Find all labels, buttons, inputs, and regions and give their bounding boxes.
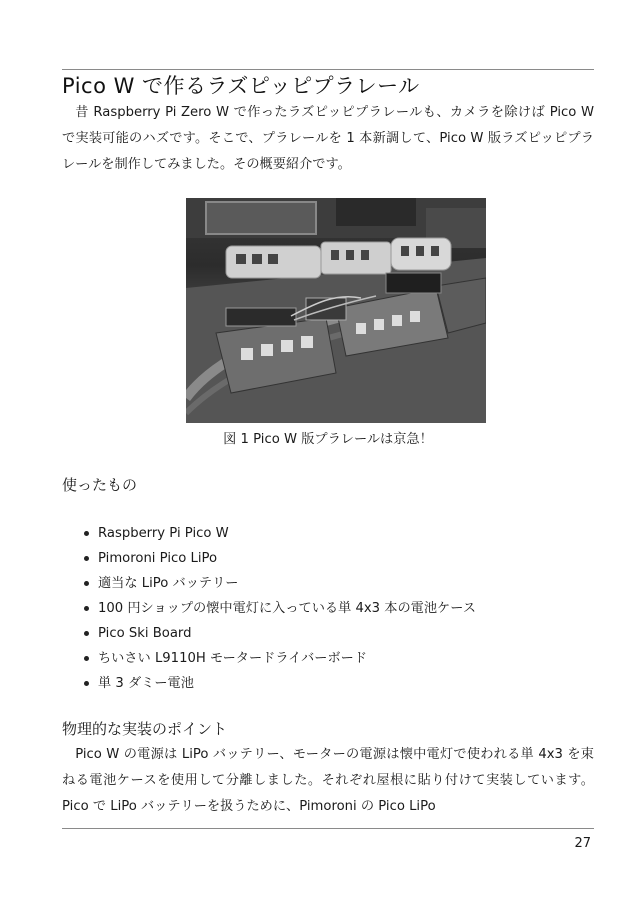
train-photo <box>186 198 486 423</box>
used-items-list <box>62 521 476 696</box>
bottom-rule <box>62 828 594 829</box>
page-number: 27 <box>574 836 591 851</box>
list-item: 100 円ショップの懐中電灯に入っている単 4x3 本の電池ケース <box>62 596 476 621</box>
bullet-icon <box>84 631 89 636</box>
used-items-heading: 使ったもの <box>62 476 138 494</box>
list-item: 単 3 ダミー電池 <box>62 671 476 696</box>
intro-paragraph: 昔 Raspberry Pi Zero W で作ったラズピッピプラレールも、カメラを除けば Pico W で実装可能のハズです。そこで、プラレールを 1 本新調して、Pico W 版ラズピッピプラレールを制作してみました。その概要紹介です。 <box>62 105 594 172</box>
physical-implementation-paragraph: Pico W の電源は LiPo バッテリー、モーターの電源は懐中電灯で使われる単 4x3 を束ねる電池ケースを使用して分離しました。それぞれ屋根に貼り付けて実装しています。Pico で LiPo バッテリーを扱うために、Pimoroni の Pico LiPo <box>62 747 594 814</box>
list-item: Raspberry Pi Pico W <box>62 521 476 546</box>
bullet-icon <box>84 606 89 611</box>
list-item: Pico Ski Board <box>62 621 476 646</box>
bullet-icon <box>84 531 89 536</box>
physical-implementation-heading: 物理的な実装のポイント <box>62 720 228 738</box>
bullet-icon <box>84 581 89 586</box>
list-item: Pimoroni Pico LiPo <box>62 546 476 571</box>
figure-caption: 図 1 Pico W 版プラレールは京急！ <box>223 432 433 447</box>
train-photo-illustration <box>186 198 486 423</box>
bullet-icon <box>84 656 89 661</box>
page-title: Pico W で作るラズピッピプラレール <box>62 74 420 98</box>
bullet-icon <box>84 556 89 561</box>
list-item: ちいさい L9110H モータードライバーボード <box>62 646 476 671</box>
list-item: 適当な LiPo バッテリー <box>62 571 476 596</box>
bullet-icon <box>84 681 89 686</box>
